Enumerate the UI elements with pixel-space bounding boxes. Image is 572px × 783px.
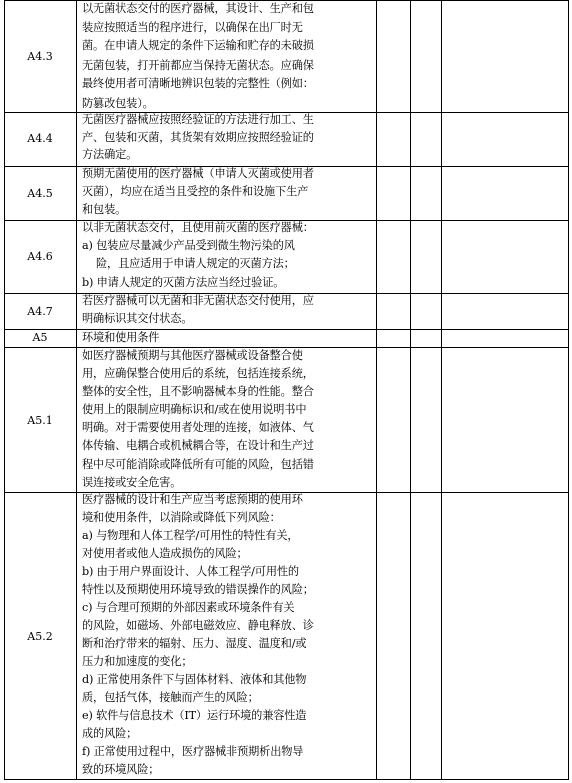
requirement-line: a) 包装应尽量减少产品受到微生物污染的风 (82, 239, 295, 253)
requirement-line: 灭菌），均应在适当且受控的条件和设施下生产 (82, 185, 309, 198)
requirement-line: 若医疗器械可以无菌和非无菌状态交付使用，应 (82, 294, 314, 307)
requirement-line: f) 正常使用过程中，医疗器械非预期析出物导 (82, 745, 304, 758)
row-code: A4.4 (27, 132, 53, 145)
requirement-line: 整体的安全性，且不影响器械本身的性能。整合 (82, 385, 314, 399)
requirement-line: 体传输、电耦合或机械耦合等，在设计和生产过 (82, 439, 314, 453)
requirement-line: 误连接或安全危害。 (82, 475, 182, 489)
column-border (376, 0, 377, 780)
row-requirement (82, 219, 374, 292)
column-border (568, 0, 569, 780)
column-border (76, 0, 77, 780)
row-requirement (82, 491, 374, 779)
row-code: A4.7 (27, 305, 53, 318)
requirement-line: 和包装。 (82, 203, 127, 216)
column-border (410, 0, 411, 780)
row-code: A4.5 (27, 187, 53, 200)
requirement-line: 致的环境风险； (82, 763, 160, 776)
requirement-line: 险，且应适用于申请人规定的灭菌方法； (96, 257, 295, 271)
requirement-line: 医疗器械的设计和生产应当考虑预期的使用环 (82, 493, 303, 506)
row-code: A5.2 (27, 630, 53, 643)
requirement-line: 明确标识其交付状态。 (82, 312, 193, 325)
requirement-line: b) 申请人规定的灭菌方法应当经过验证。 (82, 275, 285, 289)
requirement-line: 预期无菌使用的医疗器械（申请人灭菌或使用者 (82, 167, 314, 180)
row-code: A4.6 (27, 250, 53, 263)
requirement-line: 如医疗器械预期与其他医疗器械或设备整合使 (82, 349, 303, 362)
requirement-line: 以无菌状态交付的医疗器械，其设计、生产和包 (82, 2, 314, 15)
column-border (441, 0, 442, 780)
requirement-line: 用，应确保整合使用后的系统，包括连接系统， (82, 367, 314, 381)
row-requirement (82, 292, 374, 328)
requirement-line: 防篡改包装）。 (82, 96, 154, 110)
requirement-line: 明确。对于需要使用者处理的连接，如液体、气 (82, 421, 314, 435)
requirement-line: 以非无菌状态交付，且使用前灭菌的医疗器械： (82, 221, 314, 234)
requirement-line: 的风险，如磁场、外部电磁效应、静电释放、诊 (82, 619, 314, 632)
requirement-line: 无菌医疗器械应按照经验证的方法进行加工、生 (82, 113, 314, 126)
requirement-line: 菌。在申请人规定的条件下运输和贮存的未破损 (82, 39, 314, 52)
row-requirement (82, 165, 374, 219)
section-title-text: 环境和使用条件 (82, 331, 160, 344)
requirement-line: c) 与合理可预期的外部因素或环境条件有关 (82, 601, 295, 614)
requirement-line: 使用上的限制应明确标识和/或在使用说明书中 (82, 403, 307, 417)
requirement-line: 特性以及预期使用环境导致的错误操作的风险； (82, 583, 314, 596)
requirement-line: d) 正常使用条件下与固体材料、液体和其他物 (82, 673, 307, 686)
requirement-line: 装应按照适当的程序进行，以确保在出厂时无 (82, 20, 303, 34)
requirement-line: 成的风险； (82, 727, 138, 740)
row-code: A5.1 (27, 414, 53, 427)
row-requirement (82, 347, 374, 492)
row-requirement (82, 111, 374, 164)
requirement-line: 无菌包装，打开前都应当保持无菌状态。应确保 (82, 58, 314, 72)
requirement-line: 压力和加速度的变化； (82, 655, 193, 668)
requirement-line: 产、包装和灭菌，其货架有效期应按照经验证的 (82, 130, 314, 144)
requirement-line: 质，包括气体，接触而产生的风险； (82, 691, 259, 704)
requirement-line: 境和使用条件，以消除或降低下列风险： (82, 511, 281, 524)
row-requirement (82, 0, 374, 113)
requirement-line: a) 与物理和人体工程学/可用性的特性有关， (82, 529, 299, 542)
requirement-line: 断和治疗带来的辐射、压力、湿度、温度和/或 (82, 637, 307, 650)
requirement-line: 方法确定。 (82, 148, 138, 161)
row-code: A4.3 (27, 50, 53, 63)
section-title (82, 328, 374, 347)
requirement-line: b) 由于用户界面设计、人体工程学/可用性的 (82, 565, 299, 578)
requirement-line: 程中尽可能消除或降低所有可能的风险，包括错 (82, 457, 314, 471)
section-code: A5 (32, 331, 48, 344)
column-border (4, 0, 5, 780)
requirement-line: e) 软件与信息技术（IT）运行环境的兼容性造 (82, 709, 307, 722)
requirement-line: 最终使用者可清晰地辨识包装的完整性（例如： (82, 77, 314, 90)
requirement-line: 对使用者或他人造成损伤的风险； (82, 547, 248, 560)
row-border (4, 779, 569, 780)
